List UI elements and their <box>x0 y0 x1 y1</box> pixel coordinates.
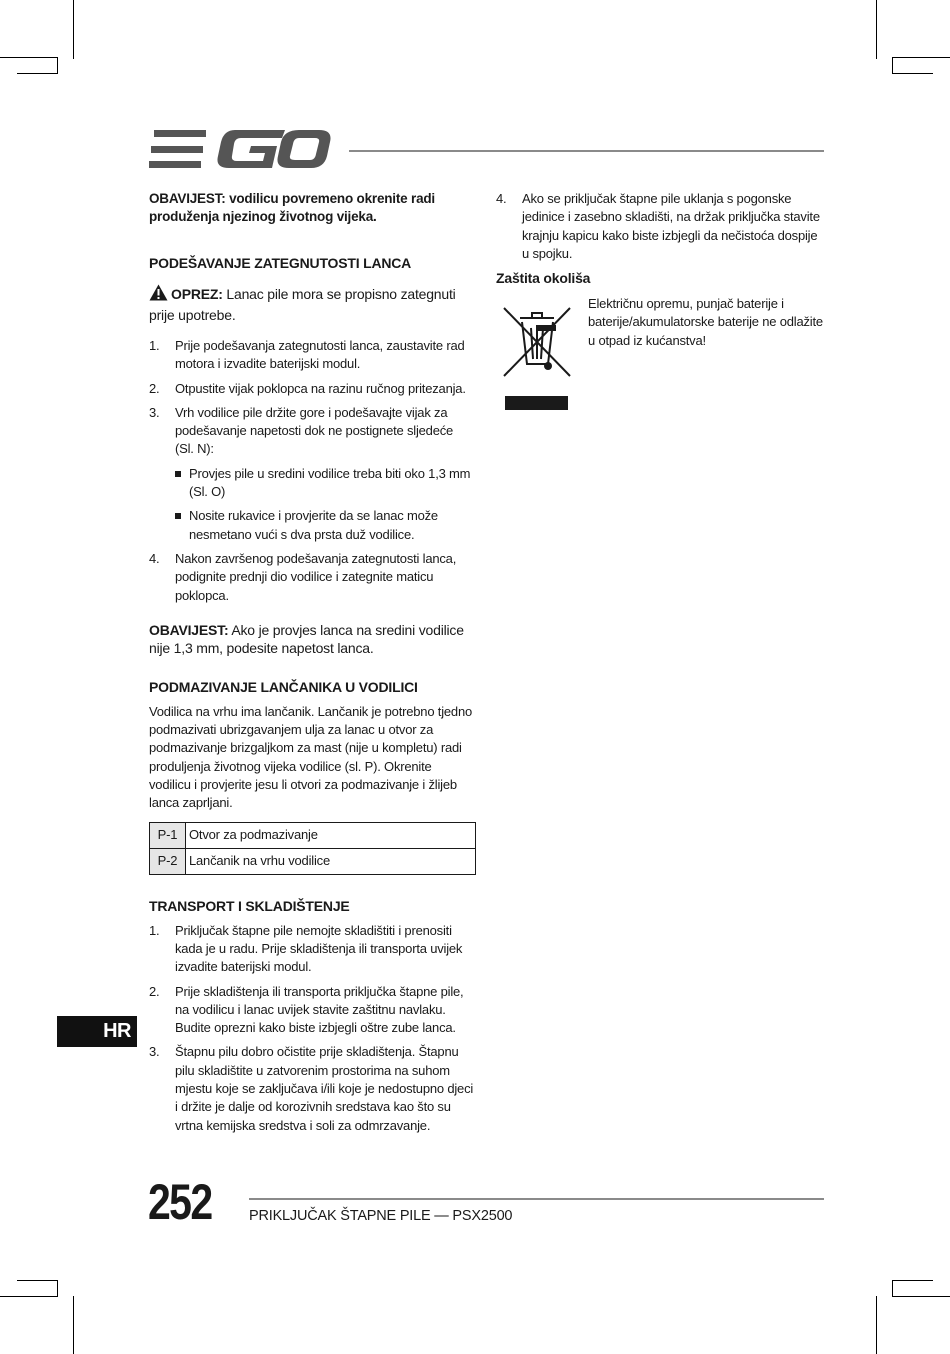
crop-mark <box>892 73 933 74</box>
crop-mark <box>876 0 877 59</box>
crossed-out-wheelie-bin-icon <box>500 296 574 417</box>
lubrication-body: Vodilica na vrhu ima lančanik. Lančanik je potrebno tjedno podmazivati ubrizgavanjem ulja za lanac u otvor za podmazivanje brizgaljkom za mast (nije u kompletu) radi produljenja životnog vijeka vodilice (sl. P). Okrenite vodilicu i provjerite jesu li otvori za podmazivanje i žlijeb lanca zaprljani. <box>149 703 473 811</box>
section-heading-chain-tension: PODEŠAVANJE ZATEGNUTOSTI LANCA <box>149 255 412 271</box>
warning-triangle-icon <box>149 284 168 306</box>
part-label: Otvor za podmazivanje <box>186 822 476 848</box>
crop-mark <box>892 1296 950 1297</box>
env-heading: Zaštita okoliša <box>496 270 591 287</box>
storage-step-4 <box>496 190 826 263</box>
table-row <box>150 822 476 848</box>
tension-steps <box>149 337 475 605</box>
list-item <box>149 380 475 398</box>
caution-text: Lanac pile mora se propisno zategnuti prije upotrebe. <box>149 286 456 323</box>
table-row <box>150 848 476 874</box>
step-number: 4. <box>149 550 160 566</box>
step-text: Ako se priključak štapne pile uklanja s pogonske jedinice i zasebno skladišti, na držak priključka stavite krajnju kapicu kako biste izbjegli da nečistoća dospije u spojku. <box>522 191 820 261</box>
crop-mark <box>876 1296 877 1354</box>
notice-label: OBAVIJEST: <box>149 621 229 638</box>
bullet-item <box>175 507 475 544</box>
ego-logo <box>149 128 331 177</box>
step-number: 2. <box>149 983 160 999</box>
bullet-square-icon <box>175 471 181 477</box>
list-item <box>149 983 475 1038</box>
header-rule <box>349 150 824 152</box>
crop-mark <box>17 1280 58 1281</box>
left-column <box>149 190 475 1141</box>
step-text: Štapnu pilu dobro očistite prije skladištenja. Štapnu pilu skladištite u zatvorenim prostorima na suhom mjestu koje se zaključava i/ili koje je nedostupno djeci i držite je dalje od korozivnih sredstava kao što su vrtna kemijska sredstva i soli za odmrzavanje. <box>175 1044 474 1133</box>
crop-mark <box>892 1280 933 1281</box>
step-number: 1. <box>149 338 160 353</box>
transport-steps <box>149 922 475 1135</box>
crop-mark <box>57 1280 58 1297</box>
crop-mark <box>0 1296 58 1297</box>
notice-top: OBAVIJEST: vodilicu povremeno okrenite radi produženja njezinog životnog vijeka. <box>149 191 435 224</box>
step-text: Vrh vodilice pile držite gore i podešavajte vijak za podešavanje napetosti dok ne postignete sljedeće (Sl. N): <box>175 404 454 457</box>
notice-chain-sag <box>149 621 475 658</box>
crop-mark <box>57 57 58 74</box>
env-text: Električnu opremu, punjač baterije i baterije/akumulatorske baterije ne odlažite u otpad iz kućanstva! <box>588 296 823 348</box>
list-item <box>149 550 475 605</box>
part-code: P-2 <box>150 848 186 874</box>
section-heading-transport: TRANSPORT I SKLADIŠTENJE <box>149 897 350 914</box>
step-number: 3. <box>149 404 160 420</box>
list-item <box>149 337 475 374</box>
bullet-square-icon <box>175 513 181 519</box>
step-number: 4. <box>496 191 507 206</box>
crop-mark <box>892 1280 893 1297</box>
bullet-text: Nosite rukavice i provjerite da se lanac može nesmetano vući s dva prsta duž vodilice. <box>189 508 438 542</box>
part-code: P-1 <box>150 822 186 848</box>
crop-mark <box>57 73 58 74</box>
bullet-item <box>175 465 475 502</box>
crop-mark <box>0 57 58 58</box>
caution-label: OPREZ: <box>171 286 223 302</box>
right-column <box>496 190 826 287</box>
caution-note <box>149 284 475 324</box>
crop-mark <box>73 1296 74 1354</box>
step-number: 3. <box>149 1044 160 1060</box>
list-item <box>149 404 475 544</box>
step-text: Priključak štapne pile nemojte skladištiti i prenositi kada je u radu. Prije skladištenja ili transporta uvijek izvadite baterijski modul. <box>175 922 463 975</box>
step-text: Otpustite vijak poklopca na razinu ručnog pritezanja. <box>175 380 466 396</box>
notice-text: Ako je provjes lanca na sredini vodilice nije 1,3 mm, podesite napetost lanca. <box>149 621 464 657</box>
crop-mark <box>73 0 74 59</box>
step-number: 1. <box>149 922 160 938</box>
step-text: Prije podešavanja zategnutosti lanca, zaustavite rad motora i izvadite baterijski modul. <box>175 338 465 372</box>
footer-rule <box>249 1198 824 1200</box>
part-label: Lančanik na vrhu vodilice <box>186 848 476 874</box>
list-item <box>149 922 475 977</box>
crop-mark <box>892 57 893 74</box>
step-number: 2. <box>149 380 160 396</box>
list-item <box>149 1043 475 1134</box>
step-text: Nakon završenog podešavanja zategnutosti lanca, podignite prednji dio vodilice i zategnite maticu poklopca. <box>175 550 457 603</box>
language-tab: HR <box>57 1016 137 1047</box>
tension-check-bullets <box>175 465 475 544</box>
step-text: Prije skladištenja ili transporta priključka štapne pile, na vodilicu i lanac uvijek stavite zaštitnu navlaku. Budite oprezni kako biste izbjegli oštre zube lanca. <box>175 983 464 1036</box>
footer-title: PRIKLJUČAK ŠTAPNE PILE — PSX2500 <box>249 1208 513 1224</box>
crop-mark <box>892 57 950 58</box>
list-item <box>496 190 826 263</box>
parts-table <box>149 822 476 875</box>
bullet-text: Provjes pile u sredini vodilice treba biti oko 1,3 mm (Sl. O) <box>189 465 471 500</box>
crop-mark <box>17 73 58 74</box>
section-heading-lubrication: PODMAZIVANJE LANČANIKA U VODILICI <box>149 678 418 695</box>
page-number: 252 <box>148 1174 212 1230</box>
